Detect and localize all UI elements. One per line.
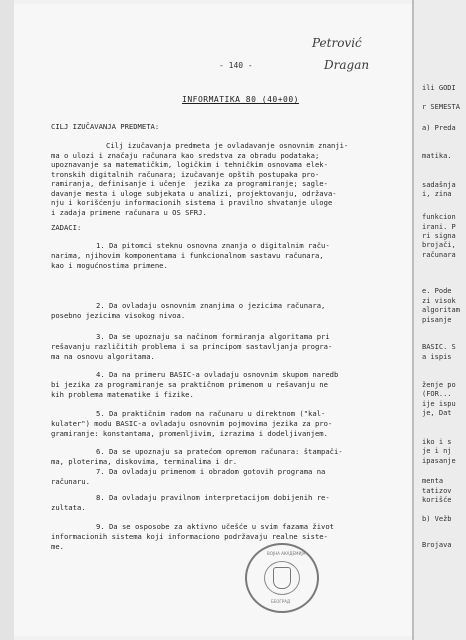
task-line: kih problema matematike i fizike. bbox=[51, 389, 194, 399]
task-line: kulater") modu BASIC-a ovladaju osnovnim pojmovima jezika za pro- bbox=[51, 418, 333, 428]
document-page bbox=[14, 4, 412, 636]
facing-page bbox=[412, 0, 466, 640]
task-line: 3. Da se upoznaju sa načinom formiranja algoritama pri bbox=[96, 332, 330, 341]
document-title: INFORMATIKA 80 (40+00) bbox=[182, 95, 299, 104]
goal-line: davanje mesta i uloge subjekata u analizi, projektovanju, održava- bbox=[51, 188, 337, 198]
facing-page-line: brojači, bbox=[422, 241, 456, 249]
facing-page-line: ili GODI bbox=[422, 84, 456, 92]
stamp-bottom-text: БЕОГРАД bbox=[271, 599, 291, 604]
task-line: 4. Da na primeru BASIC-a ovladaju osnovnim skupom naredb bbox=[96, 370, 339, 379]
coat-of-arms-icon bbox=[273, 567, 291, 589]
facing-page-line: iko i s bbox=[422, 438, 452, 446]
page-number: - 140 - bbox=[219, 61, 253, 70]
tasks-heading: ZADACI: bbox=[51, 223, 82, 232]
official-stamp bbox=[245, 543, 319, 613]
facing-page-line: BASIC. S bbox=[422, 343, 456, 351]
facing-page-line: b) Vežb bbox=[422, 515, 452, 523]
task-line: 2. Da ovladaju osnovnim znanjima o jezicima računara, bbox=[96, 301, 326, 310]
task-line: 7. Da ovladaju primenom i obradom gotovih programa na bbox=[96, 467, 326, 476]
facing-page-line: ri signa bbox=[422, 232, 456, 240]
facing-page-line: sadašnja bbox=[422, 181, 456, 189]
task-line: ma, ploterima, diskovima, terminalima i dr. bbox=[51, 456, 238, 466]
task-line: 6. Da se upoznaju sa pratećom opremom računara: štampači- bbox=[96, 447, 343, 456]
facing-page-line: (FOR... bbox=[422, 390, 452, 398]
facing-page-line: ije ispu bbox=[422, 400, 456, 408]
facing-page-line: ženje po bbox=[422, 381, 456, 389]
goal-line: ma o ulozi i značaju računara kao sredstva za obradu podataka; bbox=[51, 150, 320, 160]
facing-page-line: računara bbox=[422, 251, 456, 259]
task-line: informacionih sistema koji informaciono podržavaju realne siste- bbox=[51, 531, 328, 541]
facing-page-line: a ispis bbox=[422, 353, 452, 361]
task-line: ma na osnovu algoritama. bbox=[51, 351, 155, 361]
facing-page-line: matika. bbox=[422, 152, 452, 160]
facing-page-line: a) Preda bbox=[422, 124, 456, 132]
task-line: zultata. bbox=[51, 502, 86, 512]
goal-line: ramiranja, definisanje i učenje jezika za programiranje; sagle- bbox=[51, 179, 328, 188]
task-line: gramiranje: konstantama, promenljivim, izrazima i dodeljivanjem. bbox=[51, 428, 328, 438]
task-line: računaru. bbox=[51, 476, 90, 486]
facing-page-line: menta bbox=[422, 477, 444, 485]
goal-line: Cilj izučavanja predmeta je ovladavanje osnovnim znanji- bbox=[106, 141, 349, 150]
facing-page-line: r SEMESTA bbox=[422, 103, 460, 111]
task-line: bi jezika za programiranje sa praktičnom primenom u rešavanju ne bbox=[51, 379, 328, 389]
task-line: 1. Da pitomci steknu osnovna znanja o digitalnim raču- bbox=[96, 241, 330, 250]
facing-page-line: Brojava bbox=[422, 541, 452, 549]
facing-page-line: i, zina bbox=[422, 190, 452, 198]
task-line: 5. Da praktičnim radom na računaru u direktnom ("kal- bbox=[96, 409, 326, 418]
goal-line: upoznavanje sa matematičkim, logičkim i tehničkim osnovama elek- bbox=[51, 160, 328, 169]
handwritten-line-2: Dragan bbox=[324, 58, 370, 72]
task-line: 8. Da ovladaju pravilnom interpretacijom dobijenih re- bbox=[96, 493, 330, 502]
page-edge-shadow bbox=[0, 0, 14, 640]
stamp-top-text: ВОЈНА АКАДЕМИЈА bbox=[267, 551, 306, 556]
task-line: rešavanju različitih problema i sa principom sastavljanja progra- bbox=[51, 341, 333, 351]
goal-heading: CILJ IZUČAVANJA PREDMETA: bbox=[51, 122, 160, 131]
task-line: narima, njihovim komponentama i funkcionalnom sastavu računara, bbox=[51, 250, 324, 260]
facing-page-line: ipasanje bbox=[422, 457, 456, 465]
handwritten-line-1: Petrović bbox=[312, 36, 362, 50]
goal-line: nju i korišćenju informacionih sistema i pravilno shvatanje uloge bbox=[51, 198, 333, 207]
facing-page-line: irani. P bbox=[422, 223, 456, 231]
facing-page-line: je, Dat bbox=[422, 409, 452, 417]
facing-page-line: funkcion bbox=[422, 213, 456, 221]
facing-page-line: zi visok bbox=[422, 297, 456, 305]
task-line: me. bbox=[51, 541, 64, 551]
facing-page-line: e. Pode bbox=[422, 287, 452, 295]
goal-line: tronskih digitalnih računara; izučavanje opštih postupaka pro- bbox=[51, 169, 320, 179]
task-line: 9. Da se osposobe za aktivno učešće u svim fazama život bbox=[96, 522, 334, 531]
facing-page-line: algoritam bbox=[422, 306, 460, 314]
facing-page-line: tatizov bbox=[422, 487, 452, 495]
facing-page-line: korišće bbox=[422, 496, 452, 504]
task-line: posebno jezicima visokog nivoa. bbox=[51, 310, 186, 320]
goal-line: i zadaja primene računara u OS SFRJ. bbox=[51, 207, 207, 217]
handwritten-note bbox=[312, 32, 382, 90]
facing-page-line: je i nj bbox=[422, 447, 452, 455]
task-line: kao i mogućnostima primene. bbox=[51, 260, 168, 270]
facing-page-line: pisanje bbox=[422, 316, 452, 324]
